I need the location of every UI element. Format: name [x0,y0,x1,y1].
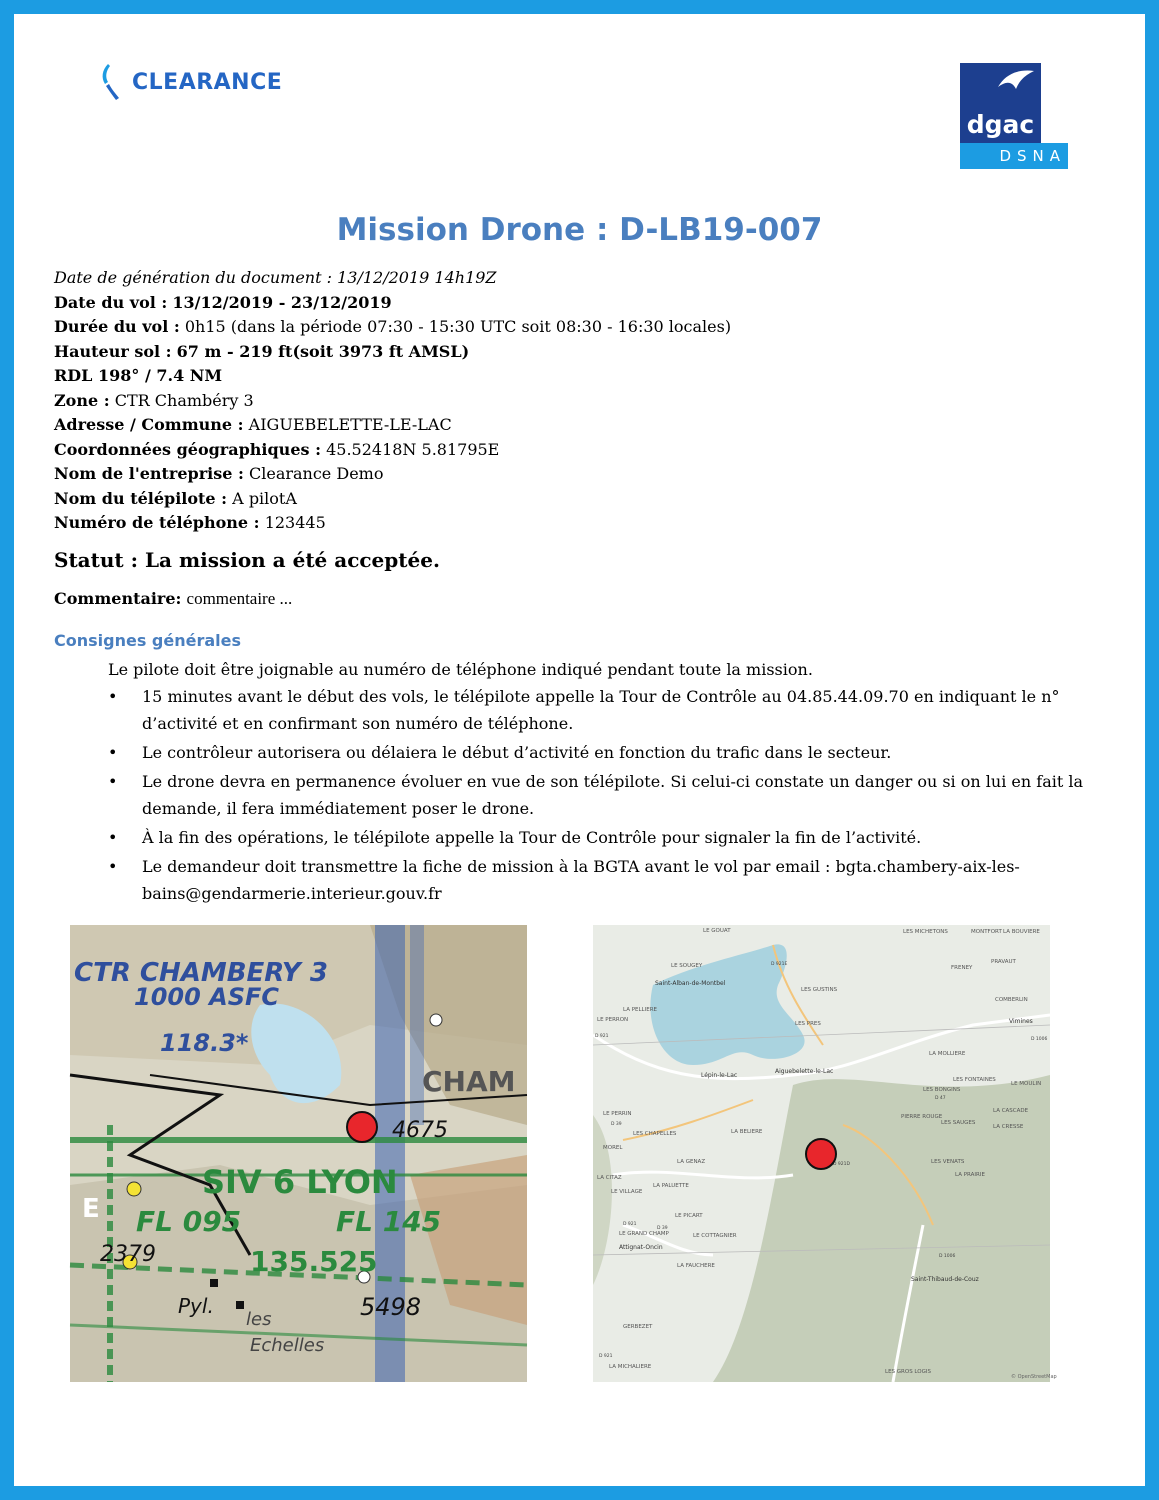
comment-label: Commentaire: [54,589,182,608]
dsna-text: DSNA [960,143,1068,169]
place-label: LES PRES [795,1021,821,1027]
height-row: Hauteur sol : 67 m - 219 ft(soit 3973 ft AMSL) [54,341,470,361]
road-label: D 39 [611,1122,622,1127]
place-label: LA MOLLIERE [929,1051,966,1057]
fl-low-label: FL 095 [136,1205,242,1238]
place-label: LA PELLIERE [623,1007,658,1013]
place-label: LES GROS LOGIS [885,1369,932,1375]
place-label: LE PICART [675,1213,703,1219]
e-mark: E [82,1194,100,1224]
dgac-text: dgac [966,110,1035,139]
road-map [593,925,1057,1382]
address-row: Adresse / Commune : AIGUEBELETTE-LE-LAC [54,415,452,434]
dgac-logo [960,63,1068,171]
place-label: Saint-Alban-de-Montbel [655,980,726,987]
instructions-list [104,683,1104,909]
echelles-label: Echelles [250,1335,325,1356]
rdl-row: RDL 198° / 7.4 NM [54,366,223,385]
place-label: LES MICHETONS [903,929,948,935]
comment-value: commentaire ... [186,589,293,608]
generation-date: Date de génération du document : 13/12/2019 14h19Z [54,268,497,287]
coords-row: Coordonnées géographiques : 45.52418N 5.81795E [54,439,500,459]
page-title: Mission Drone : D-LB19-007 [336,212,823,248]
company-row: Nom de l'entreprise : Clearance Demo [54,464,384,483]
place-label: LA PALUETTE [653,1183,689,1189]
place-label: LA GENAZ [677,1159,706,1165]
clearance-logo [96,62,282,102]
place-label: MOREL [603,1145,623,1151]
bird-icon [996,67,1036,95]
clearance-icon [96,62,122,102]
elev1-label: 4675 [392,1118,448,1143]
place-label: LA MICHALIERE [609,1364,652,1370]
road-label: D 921 [623,1222,637,1227]
place-label: LA CITAZ [597,1175,622,1181]
place-label: LA BELIERE [731,1129,763,1135]
place-label: Lépin-le-Lac [701,1072,738,1079]
place-label: Aiguebelette-le-Lac [775,1068,834,1075]
pilot-row: Nom du télépilote : A pilotA [54,488,297,508]
place-label: LA CRESSE [993,1124,1024,1130]
road-label: D 47 [935,1096,946,1101]
place-label: LES FONTAINES [953,1077,996,1083]
place-label: Saint-Thibaud-de-Couz [911,1276,979,1283]
place-label: COMBERLIN [995,997,1028,1003]
fl-high-label: FL 145 [336,1205,442,1238]
elev2-label: 2379 [100,1242,156,1267]
freq1-label: 118.3* [160,1029,249,1057]
list-item: • Le demandeur doit transmettre la fiche de mission à la BGTA avant le vol par email : bgta.chambery-aix-les-bains@gendarmerie.interieur.gouv.fr [108,857,1020,903]
cham-label: CHAM [422,1065,516,1098]
place-label: LES CHAPELLES [633,1131,677,1137]
place-label: LE COTTAGNIER [693,1233,737,1239]
place-label: LE PERRON [597,1017,629,1023]
mission-info [54,266,731,536]
place-label: PRAVAUT [991,959,1016,965]
road-label: D 921 [595,1034,609,1039]
clearance-brand-text: CLEARANCE [132,69,283,95]
place-label: LA PRAIRIE [955,1172,985,1178]
pyl-label: Pyl. [178,1294,214,1318]
road-label: D 921E [771,962,788,967]
place-label: LES BONGINS [923,1087,961,1093]
road-label: D 39 [657,1226,668,1231]
road-label: D 1006 [1031,1037,1048,1042]
freq2-label: 135.525 [250,1245,378,1278]
place-label: LE PERRIN [603,1111,632,1117]
drone-location-marker [806,1139,836,1169]
place-label: LA CASCADE [993,1108,1029,1114]
list-item: • Le drone devra en permanence évoluer en vue de son télépilote. Si celui-ci constate un danger ou si on lui en fait la demande, il fera immédiatement poser le drone. [108,772,1084,818]
list-item: • À la fin des opérations, le télépilote appelle la Tour de Contrôle pour signaler la fin de l’activité. [108,828,922,847]
zone-row: Zone : CTR Chambéry 3 [54,390,254,410]
place-label: LA FAUCHERE [677,1263,715,1269]
place-label: LA BOUVIERE [1003,929,1040,935]
list-item: • Le contrôleur autorisera ou délaiera le début d’activité en fonction du trafic dans le secteur. [108,743,892,762]
road-label: D 1006 [939,1254,956,1259]
place-label: LES GUSTINS [801,987,838,993]
asfc-label: 1000 ASFC [134,983,280,1011]
place-label: Vimines [1009,1018,1033,1025]
place-label: PIERRE ROUGE [901,1114,943,1120]
place-label: Attignat-Oncin [619,1244,663,1251]
map-copyright: © OpenStreetMap [1011,1374,1057,1380]
elev3-label: 5498 [360,1293,422,1321]
place-label: LE VILLAGE [611,1189,643,1195]
phone-row: Numéro de téléphone : 123445 [54,513,326,532]
ctr-label: CTR CHAMBERY 3 [74,958,328,988]
place-label: MONTFORT [971,929,1002,935]
road-label: D 921 [599,1354,613,1359]
place-label: LE MOULIN [1011,1081,1042,1087]
place-label: LES SAUGES [941,1120,976,1126]
duration-row: Durée du vol : 0h15 (dans la période 07:30 - 15:30 UTC soit 08:30 - 16:30 locales) [54,317,732,336]
siv-label: SIV 6 LYON [202,1163,398,1201]
place-label: GERBEZET [623,1324,653,1330]
flight-date-row: Date du vol : 13/12/2019 - 23/12/2019 [54,292,392,312]
place-label: LES VENATS [931,1159,965,1165]
instructions-intro: Le pilote doit être joignable au numéro de téléphone indiqué pendant toute la mission. [108,660,813,679]
comment-row [54,589,292,609]
instructions-title: Consignes générales [54,631,242,650]
road-label: D 921D [833,1162,850,1167]
drone-location-marker [347,1112,377,1142]
mission-status: Statut : La mission a été acceptée. [54,548,440,572]
list-item: • 15 minutes avant le début des vols, le télépilote appelle la Tour de Contrôle au 04.85.44.09.70 en indiquant le n° d’activité et en confirmant son numéro de téléphone. [108,687,1060,733]
place-label: LE GOUAT [703,928,731,934]
place-label: LE SOUGEY [671,963,703,969]
aeronautical-chart [70,925,527,1382]
place-label: FRENEY [951,965,973,971]
les-label: les [246,1309,272,1330]
place-label: LE GRAND CHAMP [619,1231,669,1237]
